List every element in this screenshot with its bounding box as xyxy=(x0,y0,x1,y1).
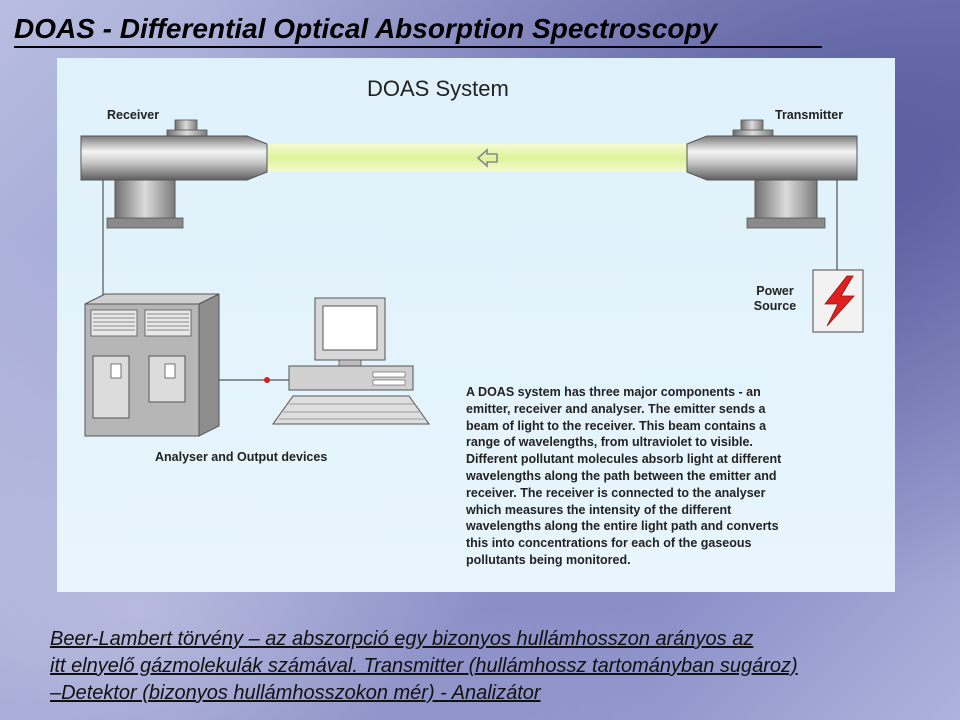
telescope-transmitter-icon xyxy=(687,120,857,228)
caption-line-2: itt elnyelő gázmolekulák számával. Transmitter (hullámhossz tartományban sugároz) xyxy=(50,655,798,677)
doas-system-diagram xyxy=(57,58,895,592)
receiver-label: Receiver xyxy=(107,108,160,122)
lightning-bolt-icon xyxy=(813,270,863,332)
cable-connector xyxy=(264,377,270,383)
power-source-label: Power Source xyxy=(753,284,797,313)
analyser-cabinet-icon xyxy=(85,294,219,436)
caption-line-1: Beer-Lambert törvény – az abszorpció egy bizonyos hullámhosszon arányos az xyxy=(50,628,754,650)
caption-line-3: –Detektor (bizonyos hullámhosszokon mér) - Analizátor xyxy=(50,682,541,704)
caption xyxy=(50,626,950,707)
diagram-description: A DOAS system has three major components - an emitter, receiver and analyser. The emitter sends a beam of light to the receiver. This beam contains a range of wavelengths, from ultraviolet to visible. Different pollutant molecules absorb light at different wavelengths along the path between the emitter and receiver. The receiver is connected to the analyser which measures the intensity of the different wavelengths along the entire light path and converts this into concentrations for each of the gaseous pollutants being monitored. xyxy=(466,385,782,567)
computer-icon xyxy=(273,298,429,424)
diagram-title: DOAS System xyxy=(367,76,509,101)
slide-title: DOAS - Differential Optical Absorption Spectroscopy xyxy=(14,12,822,48)
transmitter-label: Transmitter xyxy=(775,108,844,122)
analyser-label: Analyser and Output devices xyxy=(155,450,328,464)
telescope-receiver-icon xyxy=(81,120,267,228)
